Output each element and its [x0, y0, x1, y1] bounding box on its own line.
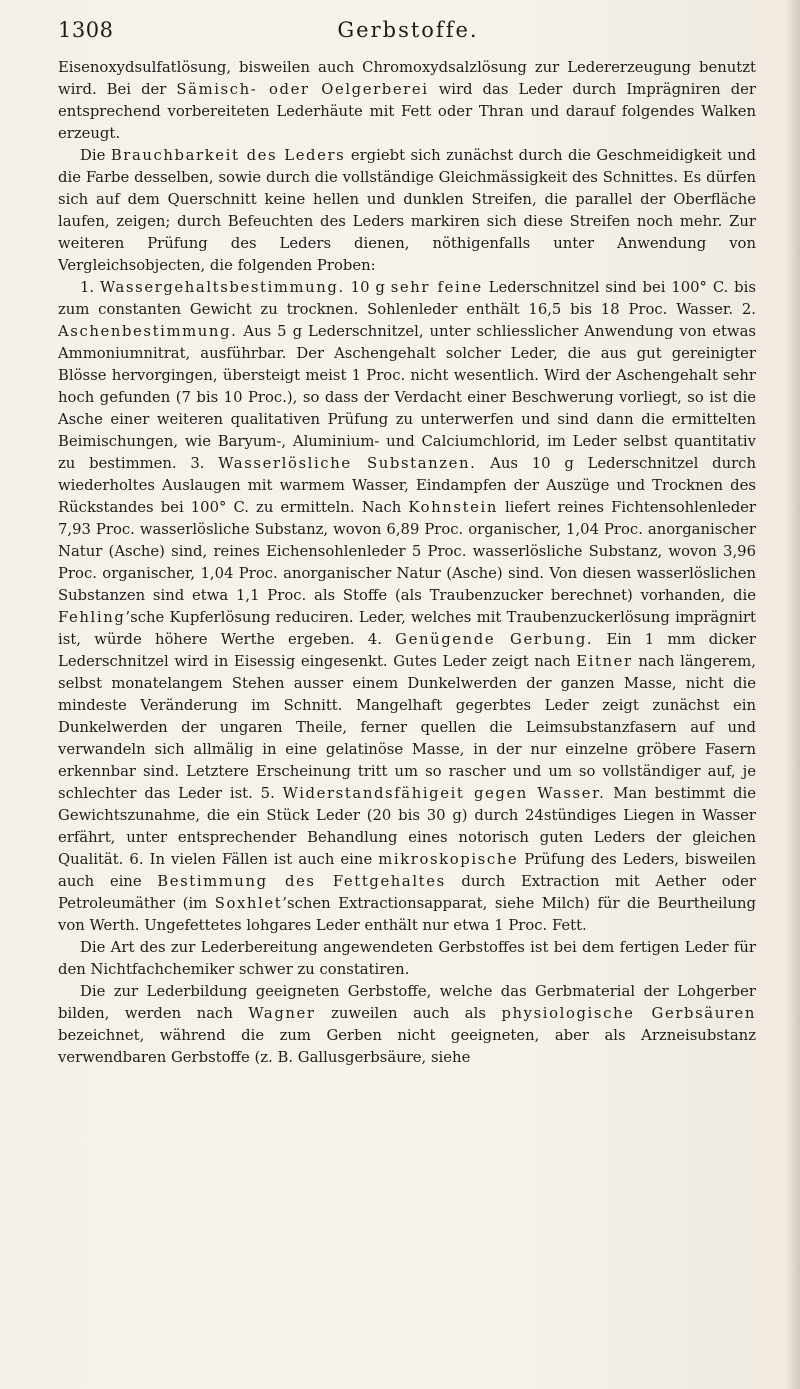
text-run: ergiebt sich zunächst durch die Geschmeidigkeit und die Farbe desselben, sowie durch die vollständige Gleichmässigkeit des Schnittes. Es dürfen sich auf dem Querschnitt keine hellen und dunklen Streifen, die parallel der Oberfläche laufen, zeigen; durch Befeuchten des Leders markiren sich diese Streifen noch mehr. Zur weiteren Prüfung des Leders dienen, nöthigenfalls unter Anwendung von Vergleichsobjecten, die folgenden Proben: [58, 147, 756, 274]
emphasized-text: Wasserlösliche Substanzen. [218, 455, 477, 472]
text-run: ’sche Kupferlösung reduciren. Leder, welches mit Traubenzuckerlösung imprägnirt ist, würde höhere Werthe ergeben. 4. [58, 609, 756, 648]
text-run: Prüfung des Leders, bisweilen auch eine [58, 851, 757, 890]
text-run: durch Extraction mit Aether oder Petroleumäther (im [58, 873, 756, 912]
emphasized-text: Sämisch- oder Oelgerberei [176, 81, 429, 98]
text-run: Aus 10 g Lederschnitzel durch wiederholtes Auslaugen mit warmem Wasser, Eindampfen der Auszüge und Trocknen des Rückstandes bei 100° C. zu ermitteln. Nach [58, 455, 756, 516]
text-run: Eisenoxydsulfatlösung, bisweilen auch Chromoxydsalzlösung zur Ledererzeugung benutzt wird. Bei der [58, 59, 756, 98]
text-run: 10 g [344, 279, 391, 296]
page-edge-shadow [786, 0, 800, 1389]
text-run: Die zur Lederbildung geeigneten Gerbstoffe, welche das Gerbmaterial der Lohgerber bilden, werden nach [58, 983, 756, 1022]
text-run: liefert reines Fichtensohlenleder 7,93 Proc. wasserlösliche Substanz, wovon 6,89 Proc. organischer, 1,04 Proc. anorganischer Natur (Asche) sind, reines Eichensohlenleder 5 Proc. wasserlösliche Substanz, wovon 3,96 Proc. organischer, 1,04 Proc. anorganischer Natur (Asche) sind. Von diesen wasserlöslichen Substanzen sind etwa 1,1 Proc. als Stoffe (als Traubenzucker berechnet) vorhanden, die [58, 499, 756, 604]
text-run: nach längerem, selbst monatelangem Stehen ausser einem Dunkelwerden der ganzen Masse, nicht die mindeste Veränderung im Schnitt. Mangelhaft gegerbtes Leder zeigt zunächst ein Dunkelwerden der ungaren Theile, ferner quellen die Leimsubstanzfasern auf und verwandeln sich allmälig in eine gelatinöse Masse, in der nur einzelne gröbere Fasern erkennbar sind. Letztere Erscheinung tritt um so rascher und um so vollständiger auf, je schlechter das Leder ist. 5. [58, 653, 757, 802]
emphasized-text: Genügende Gerbung. [395, 631, 594, 648]
text-run: bezeichnet, während die zum Gerben nicht geeigneten, aber als Arzneisubstanz verwendbaren Gerbstoffe (z. B. Gallusgerbsäure, siehe [58, 1027, 756, 1066]
page-number: 1308 [58, 18, 114, 42]
paragraph [58, 277, 756, 937]
emphasized-text: Soxhlet [214, 895, 283, 912]
body-text [58, 57, 756, 1069]
text-run: Lederschnitzel sind bei 100° C. bis zum constanten Gewicht zu trocknen. Sohlenleder enthält 16,5 bis 18 Proc. Wasser. 2. [58, 279, 756, 318]
paragraph [58, 937, 756, 981]
text-run: ’schen Extractionsapparat, siehe Milch) für die Beurtheilung von Werth. Ungefettetes lohgares Leder enthält nur etwa 1 Proc. Fett. [58, 895, 756, 934]
text-run: Ein 1 mm dicker Lederschnitzel wird in Eisessig eingesenkt. Gutes Leder zeigt nach [58, 631, 756, 670]
emphasized-text: Aschenbestimmung. [58, 323, 238, 340]
emphasized-text: Brauchbarkeit des Leders [110, 147, 346, 164]
emphasized-text: Wassergehaltsbestimmung. [99, 279, 345, 296]
running-title: Gerbstoffe. [337, 18, 479, 42]
emphasized-text: Kohnstein [408, 499, 498, 516]
text-run: zuweilen auch als [315, 1005, 502, 1022]
emphasized-text: sehr feine [390, 279, 483, 296]
emphasized-text: Widerstandsfähigeit gegen Wasser. [282, 785, 606, 802]
text-run: Aus 5 g Lederschnitzel, unter schliesslicher Anwendung von etwas Ammoniumnitrat, ausführbar. Der Aschengehalt solcher Leder, die aus gut gereinigter Blösse hervorgingen, übersteigt meist 1 Proc. nicht wesentlich. Wird der Aschengehalt sehr hoch gefunden (7 bis 10 Proc.), so dass der Verdacht einer Beschwerung vorliegt, so ist die Asche einer weiteren qualitativen Prüfung zu unterwerfen und sind dann die ermittelten Beimischungen, wie Baryum-, Aluminium- und Calciumchlorid, im Leder selbst quantitativ zu bestimmen. 3. [58, 323, 756, 472]
page-header [58, 18, 758, 48]
emphasized-text: Bestimmung des Fettgehaltes [157, 873, 446, 890]
text-run: Man bestimmt die Gewichtszunahme, die ein Stück Leder (20 bis 30 g) durch 24stündiges Liegen in Wasser erfährt, unter entsprechender Behandlung eines notorisch guten Leders der gleichen Qualität. 6. In vielen Fällen ist auch eine [58, 785, 756, 868]
paragraph [58, 57, 756, 145]
paragraph [58, 981, 756, 1069]
text-run: Die Art des zur Lederbereitung angewendeten Gerbstoffes ist bei dem fertigen Leder für den Nichtfachchemiker schwer zu constatiren. [58, 939, 756, 978]
emphasized-text: mikroskopische [378, 851, 519, 868]
paragraph [58, 145, 756, 277]
emphasized-text: Wagner [248, 1005, 316, 1022]
text-run: wird das Leder durch Imprägniren der entsprechend vorbereiteten Lederhäute mit Fett oder Thran und darauf folgendes Walken erzeugt. [58, 81, 756, 142]
text-run: Die [80, 147, 111, 164]
emphasized-text: Eitner [576, 653, 633, 670]
text-run: 1. [80, 279, 100, 296]
emphasized-text: physiologische Gerbsäuren [501, 1005, 756, 1022]
emphasized-text: Fehling [58, 609, 126, 626]
